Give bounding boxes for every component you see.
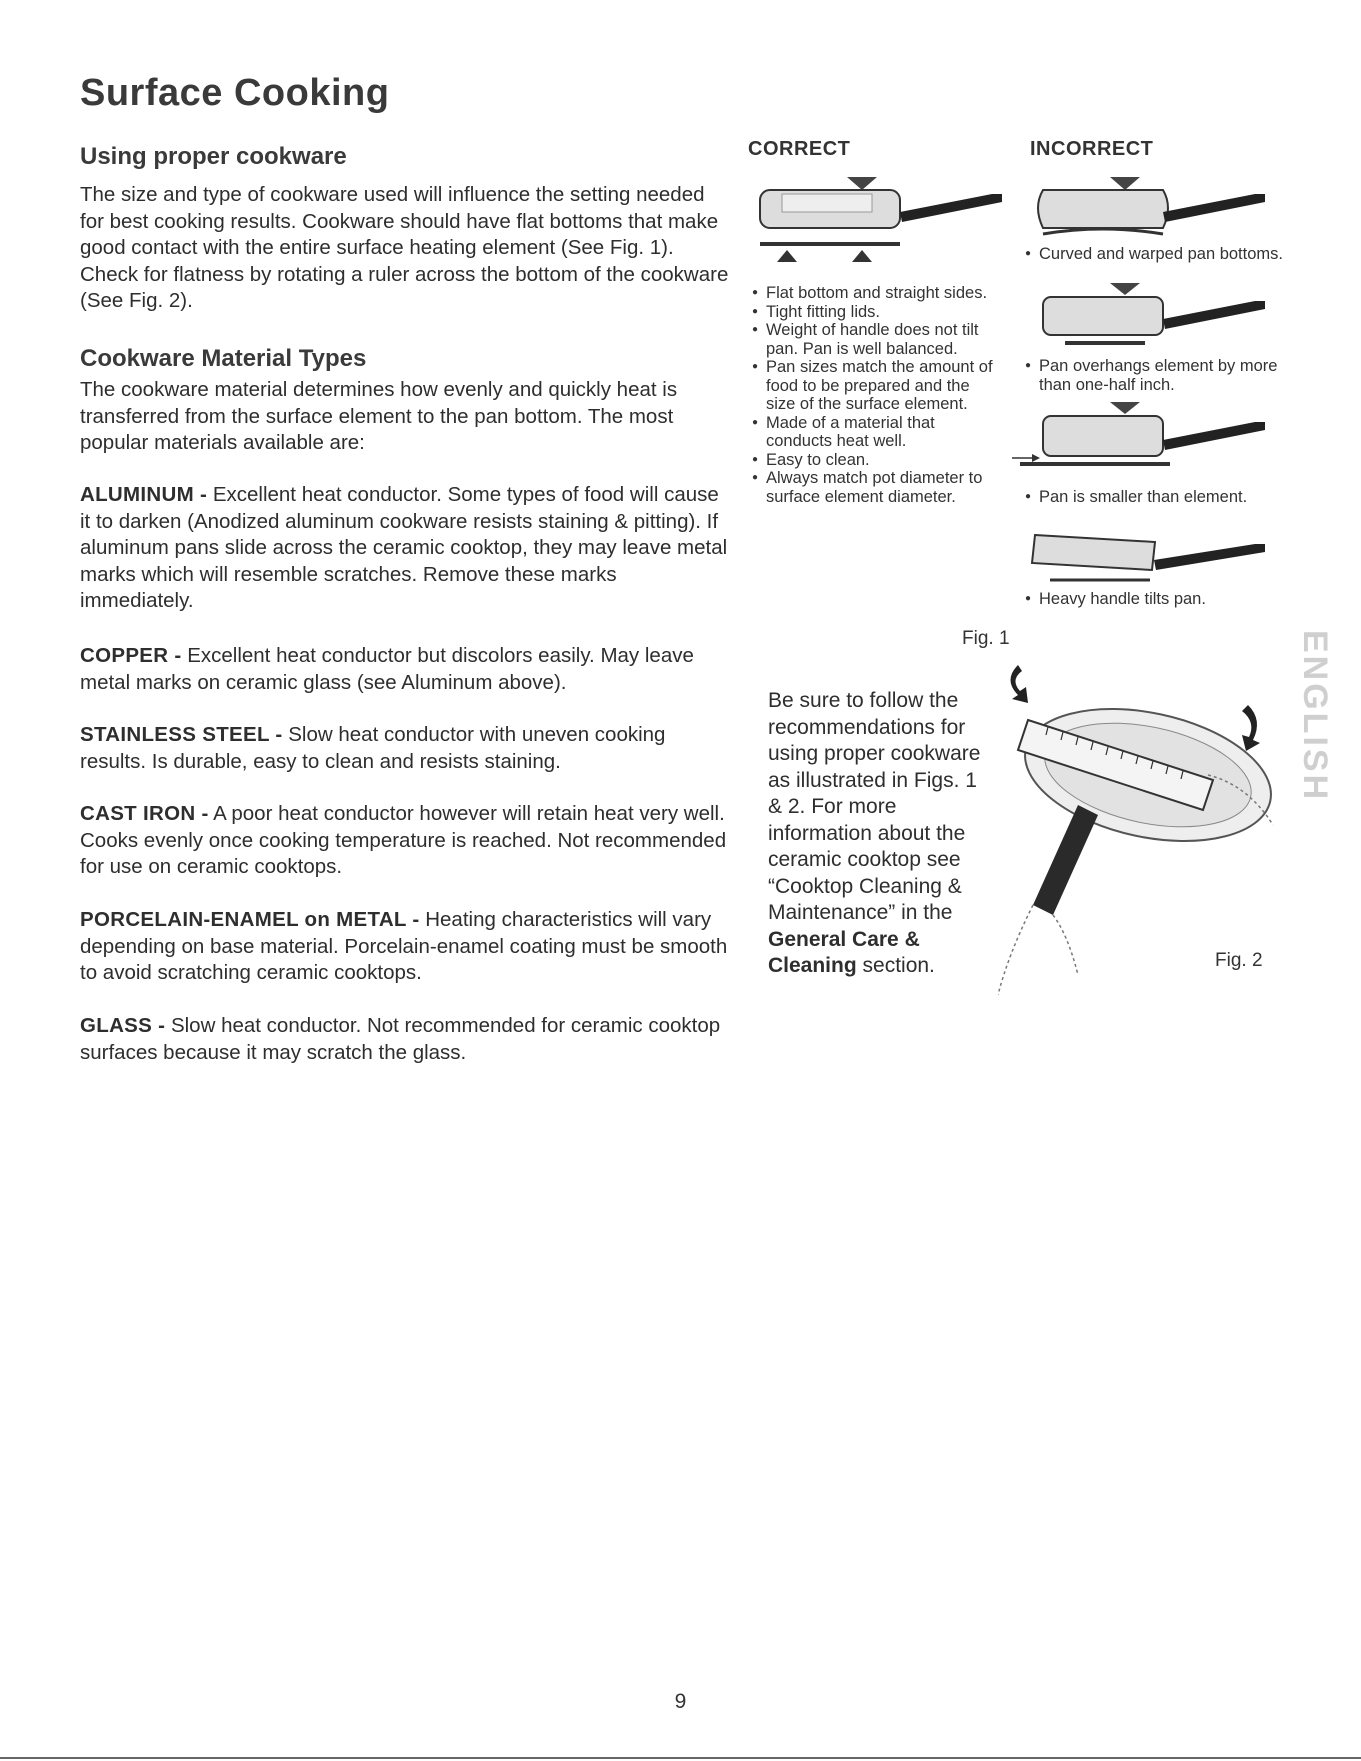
material-desc: Excellent heat conductor but discolors easily. May leave metal marks on ceramic glass (see Aluminum above). [80,644,694,694]
material-term: GLASS - [80,1014,166,1037]
language-side-tab [1296,630,1342,803]
material-cast-iron [80,801,730,881]
fig1-incorrect-item-overhang [1025,357,1295,394]
list-item: ● Made of a material that conducts heat well. [752,414,1002,451]
correct-pan-illustration [752,172,1012,267]
fig1-incorrect-item-heavy-handle [1025,590,1295,609]
material-desc: Slow heat conductor. Not recommended for ceramic cooktop surfaces because it may scratch the glass. [80,1014,721,1064]
material-term: COPPER - [80,644,182,667]
section-text-material-types [80,377,730,457]
material-term: PORCELAIN-ENAMEL on METAL - [80,908,420,931]
list-item: ● Pan overhangs element by more than one-half inch. [1025,357,1295,394]
fig2-note-text: Be sure to follow the recommendations for using proper cookware as illustrated in Figs. 1 & 2. For more information about the ceramic cooktop see “Cooktop Cleaning & Maintenance” in the [768,689,981,924]
list-item: ● Heavy handle tilts pan. [1025,590,1295,609]
material-desc: Heating characteristics will vary depending on base material. Porcelain-enamel coating must be smooth to avoid scratching ceramic cooktops. [80,908,728,984]
fig1-label: Fig. 1 [962,628,1010,649]
bottom-rule [0,1757,1361,1759]
material-stainless-steel [80,722,730,775]
list-item: ● Easy to clean. [752,451,1002,470]
material-porcelain-enamel [80,907,730,987]
material-term: ALUMINUM - [80,483,208,506]
fig2-note-end: section. [856,954,935,977]
fig2-label: Fig. 2 [1215,950,1263,971]
small-pan-illustration [1010,402,1275,482]
material-term: STAINLESS STEEL - [80,723,283,746]
warped-pan-illustration [1035,172,1275,242]
fig1-incorrect-item-smaller [1025,488,1295,507]
list-item: ● Weight of handle does not tilt pan. Pan is well balanced. [752,321,1002,358]
list-item: ● Pan is smaller than element. [1025,488,1295,507]
material-desc: A poor heat conductor however will retain heat very well. Cooks evenly once cooking temperature is reached. Not recommended for use on ceramic cooktops. [80,802,727,878]
fig2-note-bold: General Care & Cleaning [768,927,920,977]
list-item: ● Curved and warped pan bottoms. [1025,245,1295,264]
section-text-proper-cookware [80,182,730,315]
material-aluminum [80,482,730,615]
list-item: ● Tight fitting lids. [752,303,1002,322]
list-item: ● Flat bottom and straight sides. [752,284,1002,303]
material-copper [80,643,730,696]
list-item: ● Pan sizes match the amount of food to be prepared and the size of the surface element. [752,358,1002,414]
paragraph-material-intro: The cookware material determines how evenly and quickly heat is transferred from the surface element to the pan bottom. The most popular materials available are: [80,378,678,454]
material-desc: Slow heat conductor with uneven cooking results. Is durable, easy to clean and resists staining. [80,723,666,773]
material-glass [80,1013,730,1066]
list-item: ● Always match pot diameter to surface element diameter. [752,469,1002,506]
section-heading-material-types: Cookware Material Types [80,345,367,372]
side-tab-label: ENGLISH [1296,630,1334,803]
fig1-correct-heading: CORRECT [748,138,851,160]
material-desc: Excellent heat conductor. Some types of food will cause it to darken (Anodized aluminum cookware resists staining & pitting). If aluminum pans slide across the ceramic cooktop, they may leave metal marks which will resemble scratches. Remove these marks immediately. [80,483,728,612]
material-term: CAST IRON - [80,802,209,825]
fig2-note [768,688,988,980]
fig1-correct-list [752,284,1002,506]
page-title: Surface Cooking [80,72,390,114]
tilted-pan-illustration [1030,530,1275,585]
section-heading-proper-cookware: Using proper cookware [80,143,347,170]
paragraph-proper-cookware: The size and type of cookware used will influence the setting needed for best cooking results. Cookware should have flat bottoms that make good contact with the entire surface heating element (See Fig. 1). Check for flatness by rotating a ruler across the bottom of the cookware (See Fig. 2). [80,183,729,312]
page-number: 9 [674,1690,687,1713]
fig1-incorrect-item-warped [1025,245,1295,264]
fig1-incorrect-heading: INCORRECT [1030,138,1154,160]
overhang-pan-illustration [1035,283,1275,353]
